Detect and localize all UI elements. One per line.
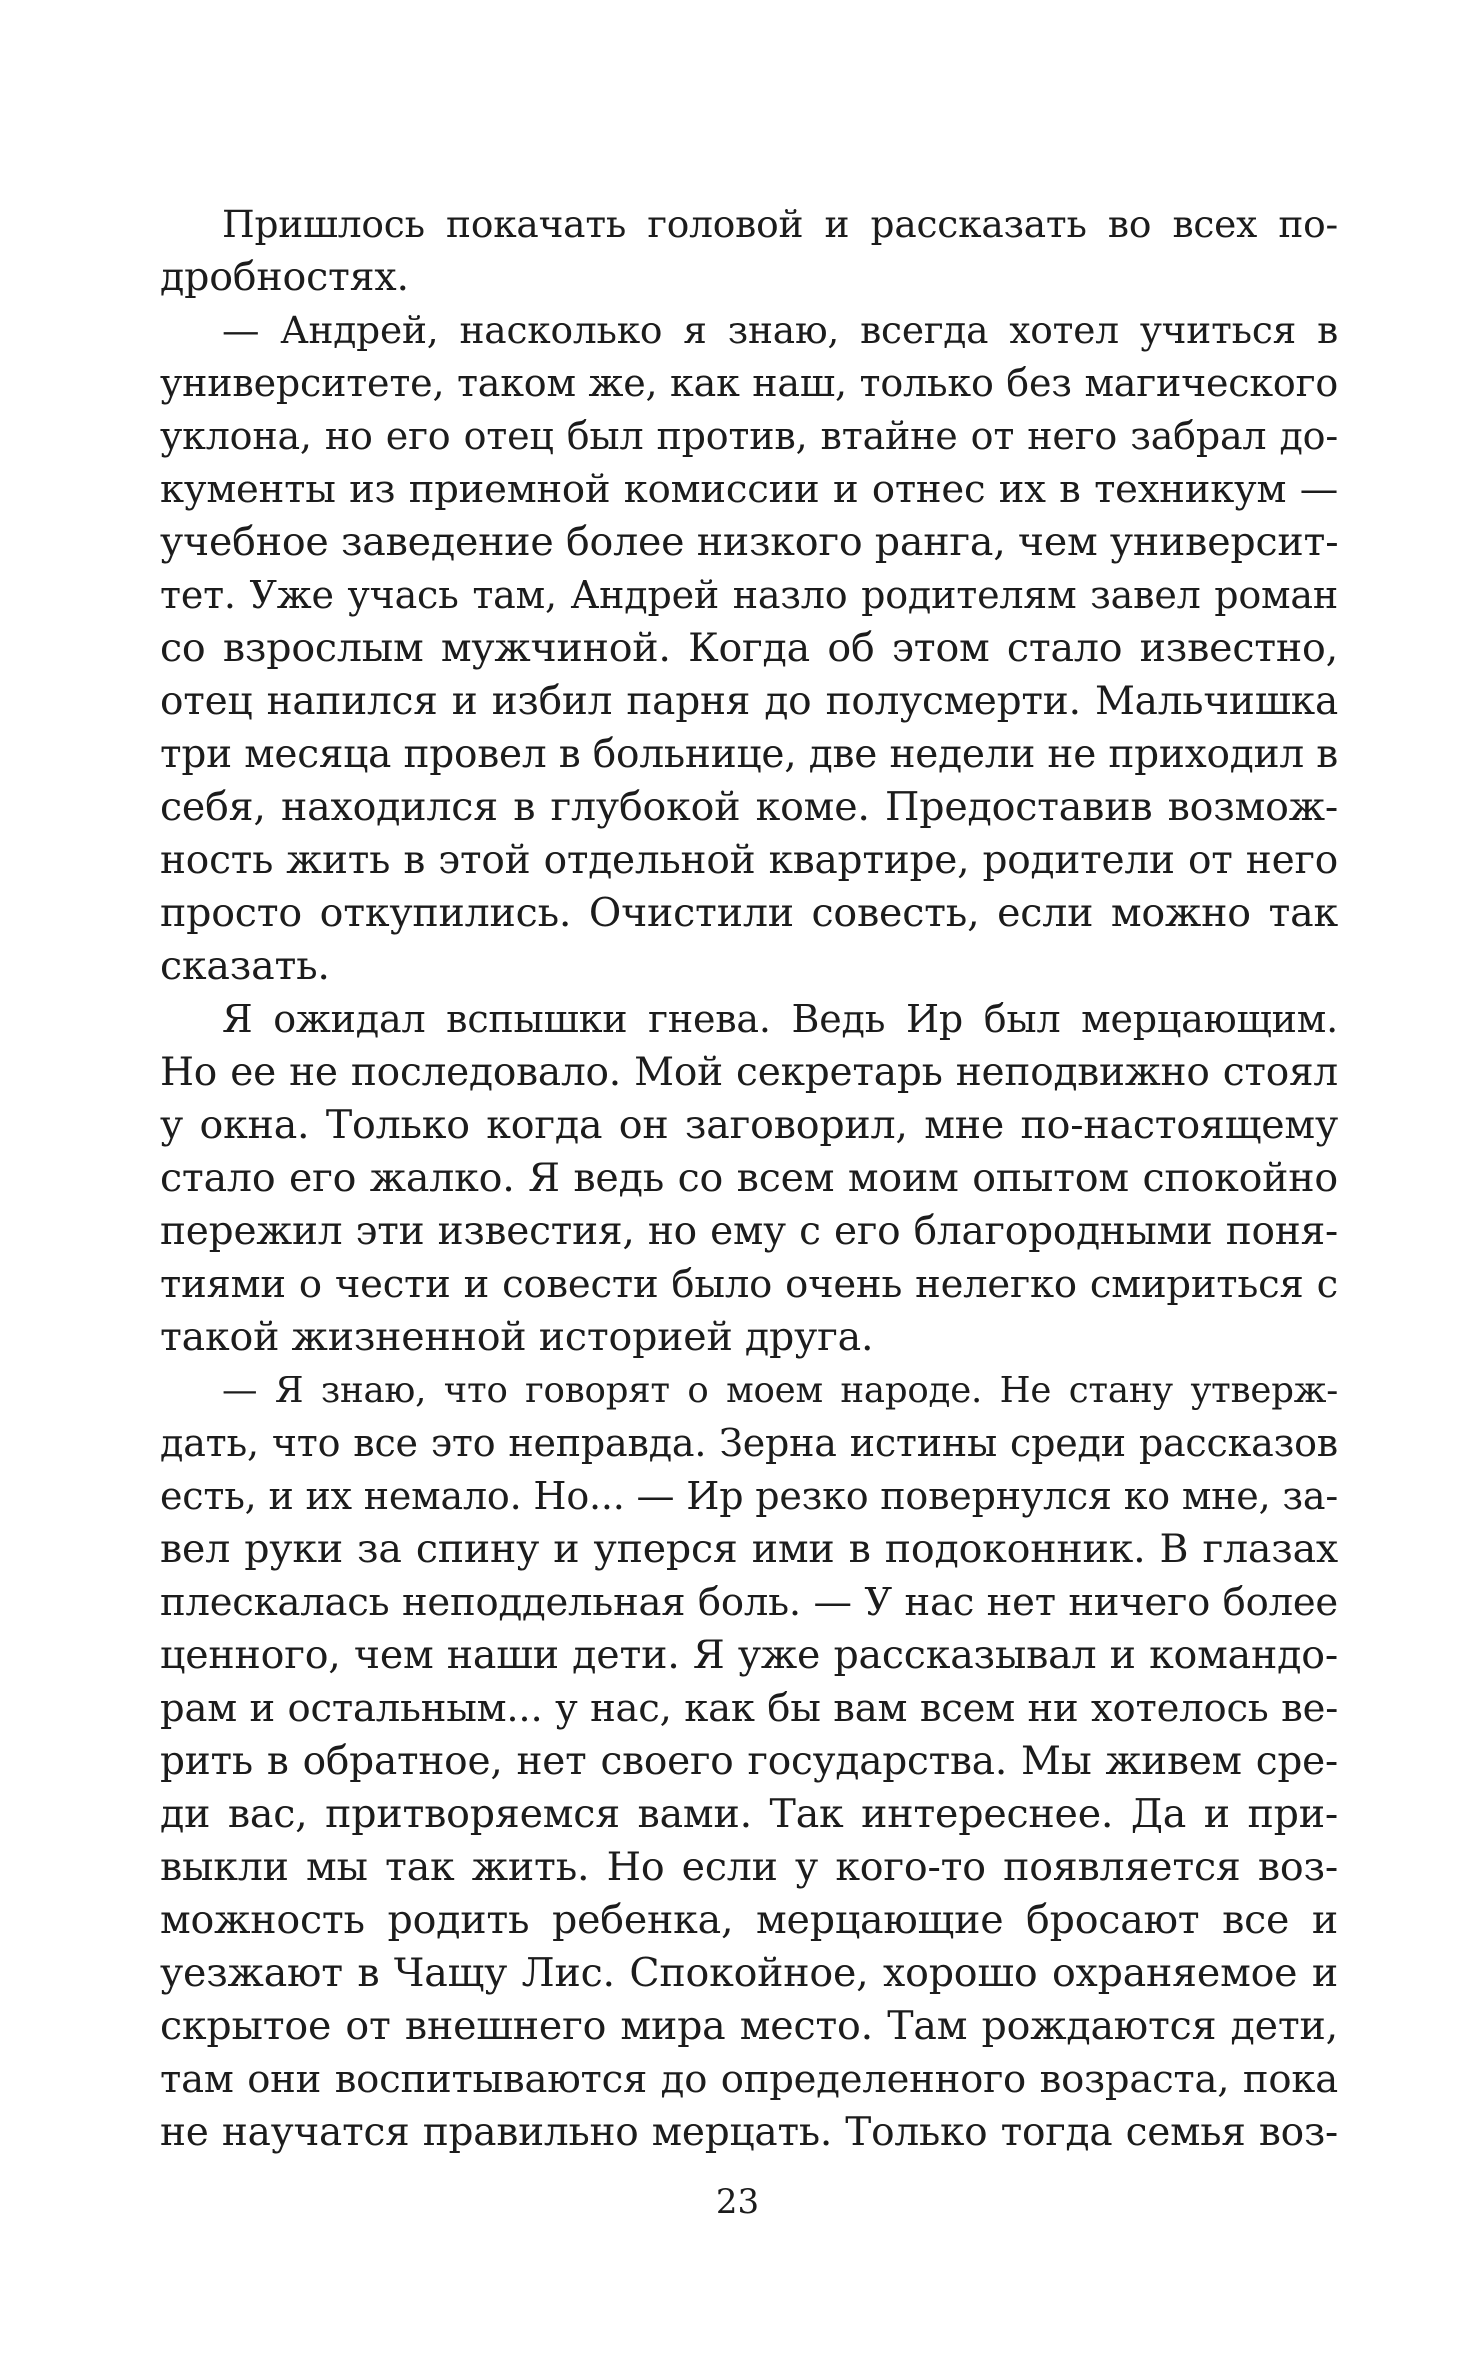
text-line: себя, находился в глубокой коме. Предоставив возмож- (160, 784, 1338, 830)
text-line: тиями о чести и совести было очень нелегко смириться с (160, 1262, 1338, 1307)
text-line: со взрослым мужчиной. Когда об этом стало известно, (160, 625, 1338, 671)
text-line: Я ожидал вспышки гнева. Ведь Ир был мерцающим. (222, 997, 1338, 1041)
text-line: пережил эти известия, но ему с его благородными поня- (160, 1209, 1338, 1254)
text-line: вел руки за спину и уперся ими в подоконник. В глазах (160, 1526, 1338, 1572)
text-line: дробностях. (160, 254, 409, 300)
text-line: учебное заведение более низкого ранга, чем университ- (160, 519, 1339, 565)
text-line: Но ее не последовало. Мой секретарь неподвижно стоял (160, 1050, 1338, 1095)
text-line: ность жить в этой отдельной квартире, родители от него (160, 838, 1338, 883)
text-line: ди вас, притворяемся вами. Так интереснее. Да и при- (160, 1791, 1338, 1837)
text-line: — Андрей, насколько я знаю, всегда хотел учиться в (222, 308, 1338, 352)
text-line: дать, что все это неправда. Зерна истины среди рассказов (160, 1421, 1338, 1465)
text-line: там они воспитываются до определенного возраста, пока (160, 2057, 1338, 2102)
text-line: просто откупились. Очистили совесть, если можно так (160, 890, 1338, 936)
text-line: есть, и их немало. Но... — Ир резко повернулся ко мне, за- (160, 1474, 1338, 1518)
text-line: не научатся правильно мерцать. Только тогда семья воз- (160, 2110, 1338, 2155)
text-line: можность родить ребенка, мерцающие бросают все и (160, 1897, 1338, 1943)
text-line: такой жизненной историей друга. (160, 1314, 874, 1360)
text-line: сказать. (160, 943, 330, 989)
text-line: скрытое от внешнего мира место. Там рождаются дети, (160, 2003, 1338, 2049)
text-line: плескалась неподдельная боль. — У нас нет ничего более (160, 1580, 1338, 1625)
text-line: уезжают в Чащу Лис. Спокойное, хорошо охраняемое и (160, 1950, 1338, 1996)
page-number: 23 (715, 2182, 760, 2222)
text-line: выкли мы так жить. Но если у кого-то появляется воз- (160, 1844, 1338, 1890)
text-line: кументы из приемной комиссии и отнес их в техникум — (160, 467, 1338, 512)
text-line: стало его жалко. Я ведь со всем моим опытом спокойно (160, 1155, 1338, 1201)
text-line: у окна. Только когда он заговорил, мне по-настоящему (160, 1102, 1338, 1148)
text-line: уклона, но его отец был против, втайне от него забрал до- (160, 414, 1338, 458)
text-line: ценного, чем наши дети. Я уже рассказывал и командо- (160, 1632, 1338, 1678)
text-line: тет. Уже учась там, Андрей назло родителям завел роман (160, 573, 1338, 617)
text-line: — Я знаю, что говорят о моем народе. Не стану утверж- (222, 1370, 1338, 1411)
text-line: университете, таком же, как наш, только без магического (160, 361, 1338, 405)
text-line: рам и остальным... у нас, как бы вам всем ни хотелось ве- (160, 1686, 1338, 1731)
text-line: три месяца провел в больнице, две недели не приходил в (160, 732, 1338, 777)
text-line: рить в обратное, нет своего государства. Мы живем сре- (160, 1739, 1338, 1784)
text-line: отец напился и избил парня до полусмерти. Мальчишка (160, 679, 1338, 724)
text-line: Пришлось покачать головой и рассказать во всех по- (222, 202, 1338, 246)
body-text (160, 198, 1338, 2159)
